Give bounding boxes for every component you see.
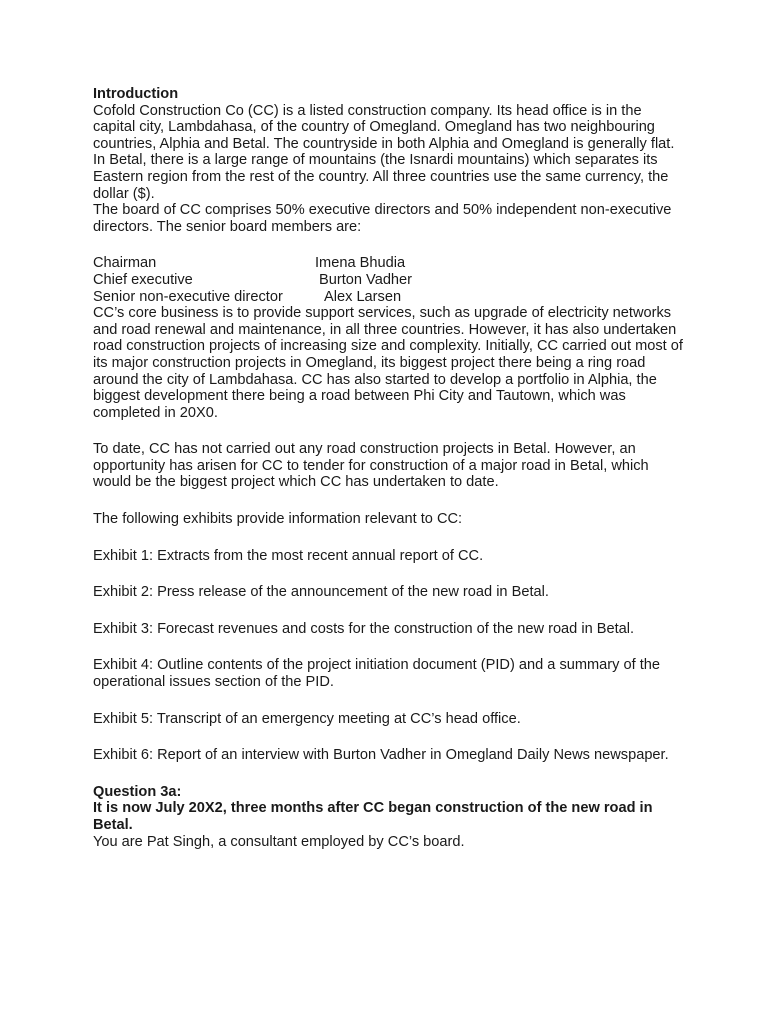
body-paragraph-3: CC’s core business is to provide support services, such as upgrade of electricity networks and road renewal and maintenance, in all three countries. However, it has also undertaken road construction projects of increasing size and complexity. Initially, CC carried out most of its major construction projects in Omegland, its biggest project there being a ring road around the city of Lambdahasa. CC has also started to develop a portfolio in Alphia, the biggest development there being a road between Phi City and Tautown, which was completed in 20X0. xyxy=(93,305,683,421)
spacer xyxy=(93,637,683,657)
question-role: You are Pat Singh, a consultant employed by CC’s board. xyxy=(93,833,465,850)
exhibit-item: Exhibit 3: Forecast revenues and costs for the construction of the new road in Betal. xyxy=(93,620,635,637)
exhibit-item: Exhibit 6: Report of an interview with Burton Vadher in Omegland Daily News newspaper. xyxy=(93,747,669,764)
board-member-row xyxy=(93,289,683,306)
body-paragraph-4: To date, CC has not carried out any road construction projects in Betal. However, an opportunity has arisen for CC to tender for construction of a major road in Betal, which would be the biggest project which CC has undertaken to date. xyxy=(93,441,649,491)
exhibit-item: Exhibit 4: Outline contents of the project initiation document (PID) and a summary of the operational issues section of the PID. xyxy=(93,657,661,691)
board-role: Chief executive xyxy=(93,271,193,288)
spacer xyxy=(93,727,683,747)
board-role: Senior non-executive director xyxy=(93,288,283,305)
spacer xyxy=(93,528,683,548)
exhibit-item: Exhibit 1: Extracts from the most recent annual report of CC. xyxy=(93,547,484,564)
question-context: It is now July 20X2, three months after CC began construction of the new road in Betal. xyxy=(93,800,653,833)
board-name: Imena Bhudia xyxy=(315,255,406,272)
board-member-row xyxy=(93,272,683,289)
board-role: Chairman xyxy=(93,255,157,272)
document-page xyxy=(93,86,683,850)
exhibit-item: Exhibit 2: Press release of the announcement of the new road in Betal. xyxy=(93,584,549,601)
exhibit-item: Exhibit 5: Transcript of an emergency meeting at CC’s head office. xyxy=(93,710,521,727)
introduction-heading: Introduction xyxy=(93,86,179,102)
board-member-row xyxy=(93,255,683,272)
board-name: Burton Vadher xyxy=(319,271,413,288)
spacer xyxy=(93,601,683,621)
intro-paragraph-1: Cofold Construction Co (CC) is a listed construction company. Its head office is in the capital city, Lambdahasa, of the country of Omegland. Omegland has two neighbouring countries, Alphia and Betal. The countryside in both Alphia and Omegland is generally flat. In Betal, there is a large range of mountains (the Isnardi mountains) which separates its Eastern region from the rest of the country. All three countries use the same currency, the dollar ($). xyxy=(93,102,675,202)
body-paragraph-5: The following exhibits provide information relevant to CC: xyxy=(93,511,463,528)
intro-paragraph-2: The board of CC comprises 50% executive directors and 50% independent non-executive directors. The senior board members are: xyxy=(93,202,672,235)
question-heading: Question 3a: xyxy=(93,783,182,800)
spacer xyxy=(93,691,683,711)
spacer xyxy=(93,764,683,784)
spacer xyxy=(93,421,683,441)
spacer xyxy=(93,491,683,511)
spacer xyxy=(93,564,683,584)
spacer xyxy=(93,235,683,255)
board-name: Alex Larsen xyxy=(324,288,402,305)
